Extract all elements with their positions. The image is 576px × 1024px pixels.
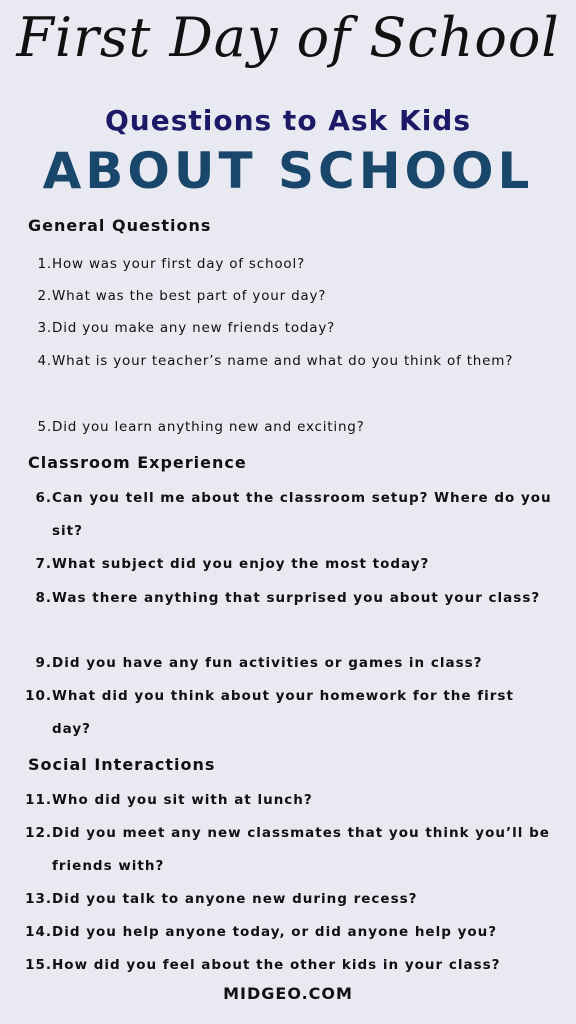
question-number: 1. [37, 256, 52, 272]
question-number: 2. [37, 288, 52, 304]
question-text: What subject did you enjoy the most today? [52, 556, 430, 572]
question-text: Can you tell me about the classroom setup? Where do you sit? [52, 490, 552, 539]
question-number: 3. [37, 320, 52, 336]
question-number: 8. [35, 590, 52, 606]
question-text: What was the best part of your day? [52, 288, 327, 304]
question-number: 6. [35, 490, 52, 506]
question-text: Did you meet any new classmates that you think you’ll be friends with? [52, 825, 550, 874]
subtitle: Questions to Ask Kids [104, 104, 472, 137]
question-text: Was there anything that surprised you about your class? [52, 590, 541, 606]
question-text: Did you have any fun activities or games in class? [52, 655, 483, 671]
question-number: 7. [35, 556, 52, 572]
question-text: Did you learn anything new and exciting? [52, 419, 365, 435]
question-number: 12. [25, 825, 52, 841]
question-number: 9. [35, 655, 52, 671]
script-title: First Day of School [16, 6, 560, 69]
question-text: Who did you sit with at lunch? [52, 792, 313, 808]
question-number: 4. [37, 353, 52, 369]
section-heading-general: General Questions [28, 216, 212, 235]
headline: ABOUT SCHOOL [42, 142, 534, 200]
question-text: What is your teacher’s name and what do you think of them? [52, 353, 514, 369]
section-heading-classroom: Classroom Experience [28, 453, 247, 472]
question-number: 5. [37, 419, 52, 435]
question-text: What did you think about your homework for the first day? [52, 688, 514, 737]
question-text: Did you help anyone today, or did anyone help you? [52, 924, 498, 940]
question-text: How did you feel about the other kids in your class? [52, 957, 501, 973]
question-number: 13. [25, 891, 52, 907]
section-heading-social: Social Interactions [28, 755, 216, 774]
question-text: Did you make any new friends today? [52, 320, 336, 336]
question-number: 11. [25, 792, 52, 808]
footer-site: MIDGEO.COM [223, 984, 353, 1003]
question-text: Did you talk to anyone new during recess? [52, 891, 418, 907]
question-text: How was your first day of school? [52, 256, 305, 272]
question-number: 14. [25, 924, 52, 940]
question-number: 15. [25, 957, 52, 973]
question-number: 10. [25, 688, 52, 704]
